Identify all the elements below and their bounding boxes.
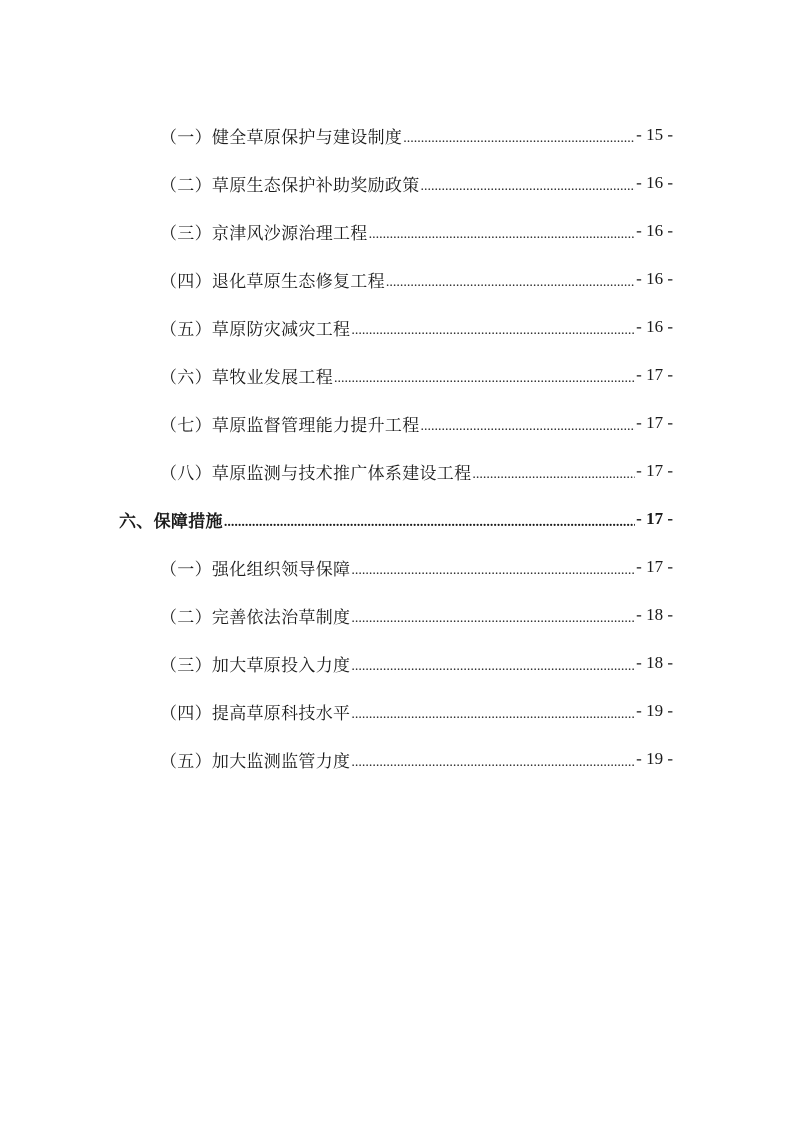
toc-entry[interactable] bbox=[0, 399, 673, 447]
toc-entry-title: （一）健全草原保护与建设制度 bbox=[160, 123, 402, 148]
toc-page-number: - 17 - bbox=[636, 557, 673, 576]
toc-entry-title: （四）提高草原科技水平 bbox=[160, 699, 350, 724]
toc-entry-title: （八）草原监测与技术推广体系建设工程 bbox=[160, 459, 471, 484]
toc-page-number: - 16 - bbox=[636, 221, 673, 240]
toc-section-entry[interactable] bbox=[0, 495, 673, 543]
toc-page-number: - 19 - bbox=[636, 701, 673, 720]
toc-section-title: 六、保障措施 bbox=[119, 507, 223, 532]
toc-dot-leader bbox=[351, 708, 635, 722]
toc-page-number: - 19 - bbox=[636, 749, 673, 768]
toc-dot-leader bbox=[369, 228, 636, 242]
toc-dot-leader bbox=[351, 660, 635, 674]
toc-page-number: - 16 - bbox=[636, 269, 673, 288]
toc-page-number: - 18 - bbox=[636, 653, 673, 672]
toc-entry[interactable] bbox=[0, 735, 673, 783]
table-of-contents bbox=[0, 111, 793, 783]
toc-entry-title: （三）京津风沙源治理工程 bbox=[160, 219, 368, 244]
toc-entry[interactable] bbox=[0, 591, 673, 639]
toc-page-number: - 16 - bbox=[636, 317, 673, 336]
toc-dot-leader bbox=[351, 324, 635, 338]
toc-page-number: - 17 - bbox=[636, 365, 673, 384]
toc-page-number: - 17 - bbox=[636, 413, 673, 432]
toc-entry-title: （四）退化草原生态修复工程 bbox=[160, 267, 385, 292]
toc-dot-leader bbox=[472, 468, 635, 482]
toc-entry[interactable] bbox=[0, 159, 673, 207]
toc-entry-title: （一）强化组织领导保障 bbox=[160, 555, 350, 580]
toc-entry-title: （三）加大草原投入力度 bbox=[160, 651, 350, 676]
toc-dot-leader bbox=[351, 564, 635, 578]
toc-entry[interactable] bbox=[0, 255, 673, 303]
toc-entry[interactable] bbox=[0, 639, 673, 687]
toc-page-number: - 15 - bbox=[636, 125, 673, 144]
toc-entry-title: （七）草原监督管理能力提升工程 bbox=[160, 411, 420, 436]
toc-entry-title: （二）草原生态保护补助奖励政策 bbox=[160, 171, 420, 196]
toc-entry-title: （五）加大监测监管力度 bbox=[160, 747, 350, 772]
toc-entry[interactable] bbox=[0, 207, 673, 255]
toc-page-number: - 18 - bbox=[636, 605, 673, 624]
toc-dot-leader bbox=[386, 276, 635, 290]
toc-entry[interactable] bbox=[0, 447, 673, 495]
toc-dot-leader bbox=[421, 180, 636, 194]
toc-entry[interactable] bbox=[0, 111, 673, 159]
toc-entry[interactable] bbox=[0, 351, 673, 399]
toc-dot-leader bbox=[403, 132, 635, 146]
toc-page-number: - 17 - bbox=[636, 461, 673, 480]
toc-entry[interactable] bbox=[0, 303, 673, 351]
toc-entry[interactable] bbox=[0, 543, 673, 591]
toc-entry-title: （六）草牧业发展工程 bbox=[160, 363, 333, 388]
toc-entry[interactable] bbox=[0, 687, 673, 735]
toc-dot-leader bbox=[351, 612, 635, 626]
toc-dot-leader bbox=[421, 420, 636, 434]
toc-entry-title: （五）草原防灾减灾工程 bbox=[160, 315, 350, 340]
toc-page-number: - 17 - bbox=[636, 509, 673, 528]
toc-dot-leader bbox=[334, 372, 635, 386]
toc-page-number: - 16 - bbox=[636, 173, 673, 192]
toc-dot-leader bbox=[351, 756, 635, 770]
toc-dot-leader bbox=[224, 516, 635, 530]
toc-entry-title: （二）完善依法治草制度 bbox=[160, 603, 350, 628]
